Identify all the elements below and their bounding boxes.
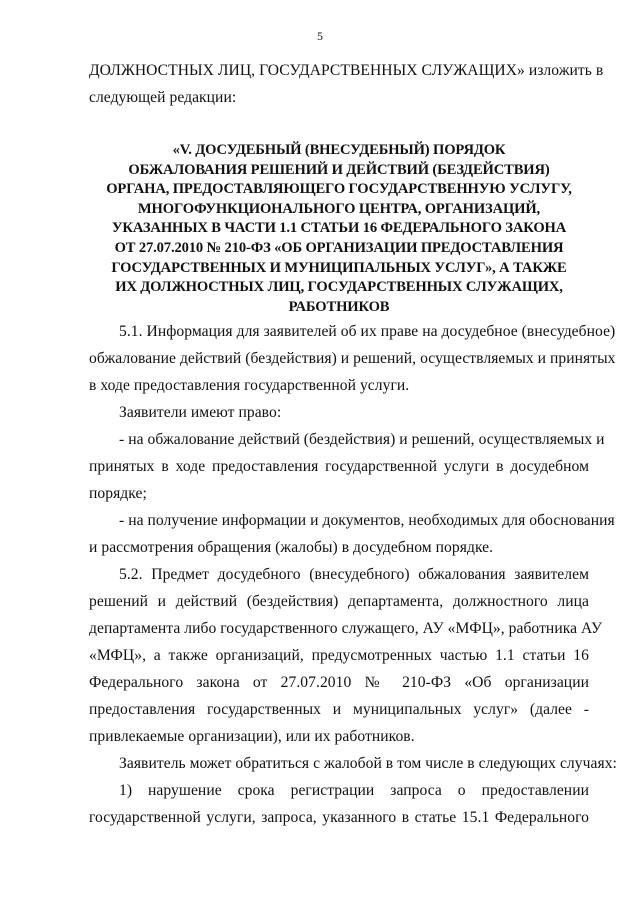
body-text bbox=[89, 318, 617, 831]
right-item-line: - на обжалование действий (бездействия) и решений, осуществляемых и bbox=[119, 431, 605, 448]
heading-line: ОТ 27.07.2010 № 210-ФЗ «ОБ ОРГАНИЗАЦИИ ПРЕДОСТАВЛЕНИЯ bbox=[114, 239, 564, 256]
paragraph-5-1-line: в ходе предоставления государственной услуги. bbox=[89, 377, 410, 394]
section-heading bbox=[89, 141, 589, 317]
right-item-line: - на получение информации и документов, необходимых для обоснования bbox=[119, 512, 615, 529]
heading-line: ОБЖАЛОВАНИЯ РЕШЕНИЙ И ДЕЙСТВИЙ (БЕЗДЕЙСТВИЯ) bbox=[128, 161, 550, 178]
paragraph-5-1-line: 5.1. Информация для заявителей об их праве на досудебное (внесудебное) bbox=[119, 323, 616, 340]
page-number: 5 bbox=[317, 29, 323, 43]
paragraph-5-2-line: департамента либо государственного служащего, АУ «МФЦ», работника АУ bbox=[89, 620, 603, 637]
paragraph-5-2-line: «МФЦ», а также организаций, предусмотренных частью 1.1 статьи 16 bbox=[89, 647, 589, 664]
paragraph-5-2-line: Федерального закона от 27.07.2010 № 210-ФЗ «Об организации bbox=[89, 674, 589, 691]
paragraph-5-1-line: обжалование действий (бездействия) и решений, осуществляемых и принятых bbox=[89, 350, 616, 367]
heading-line: ИХ ДОЛЖНОСТНЫХ ЛИЦ, ГОСУДАРСТВЕННЫХ СЛУЖАЩИХ, bbox=[115, 279, 563, 296]
heading-line: РАБОТНИКОВ bbox=[288, 298, 390, 315]
heading-line: «V. ДОСУДЕБНЫЙ (ВНЕСУДЕБНЫЙ) ПОРЯДОК bbox=[172, 142, 506, 158]
intro-paragraph bbox=[89, 57, 604, 111]
paragraph-5-2-line: привлекаемые организации), или их работников. bbox=[89, 728, 415, 745]
intro-line: ДОЛЖНОСТНЫХ ЛИЦ, ГОСУДАРСТВЕННЫХ СЛУЖАЩИХ» изложить в bbox=[89, 62, 604, 79]
heading-line: ГОСУДАРСТВЕННЫХ И МУНИЦИПАЛЬНЫХ УСЛУГ», А ТАКЖЕ bbox=[111, 259, 567, 276]
case-item-line: государственной услуги, запроса, указанного в статье 15.1 Федерального bbox=[89, 809, 589, 826]
right-item-line: порядке; bbox=[89, 485, 147, 502]
heading-line: МНОГОФУНКЦИОНАЛЬНОГО ЦЕНТРА, ОРГАНИЗАЦИЙ, bbox=[137, 200, 541, 217]
heading-line: УКАЗАННЫХ В ЧАСТИ 1.1 СТАТЬИ 16 ФЕДЕРАЛЬНОГО ЗАКОНА bbox=[111, 220, 567, 237]
paragraph-5-2-line: решений и действий (бездействия) департамента, должностного лица bbox=[89, 593, 589, 610]
right-item-line: и рассмотрения обращения (жалобы) в досудебном порядке. bbox=[89, 539, 494, 556]
heading-line: ОРГАНА, ПРЕДОСТАВЛЯЮЩЕГО ГОСУДАРСТВЕННУЮ УСЛУГУ, bbox=[106, 181, 572, 198]
case-item-line: 1) нарушение срока регистрации запроса о предоставлении bbox=[119, 782, 589, 799]
paragraph-5-2-line: 5.2. Предмет досудебного (внесудебного) обжалования заявителем bbox=[119, 566, 589, 583]
rights-intro-line: Заявители имеют право: bbox=[119, 404, 282, 421]
cases-intro-line: Заявитель может обратиться с жалобой в том числе в следующих случаях: bbox=[119, 755, 617, 772]
intro-line: следующей редакции: bbox=[89, 89, 237, 106]
right-item-line: принятых в ходе предоставления государственной услуги в досудебном bbox=[89, 458, 589, 475]
paragraph-5-2-line: предоставления государственных и муниципальных услуг» (далее - bbox=[89, 701, 589, 718]
